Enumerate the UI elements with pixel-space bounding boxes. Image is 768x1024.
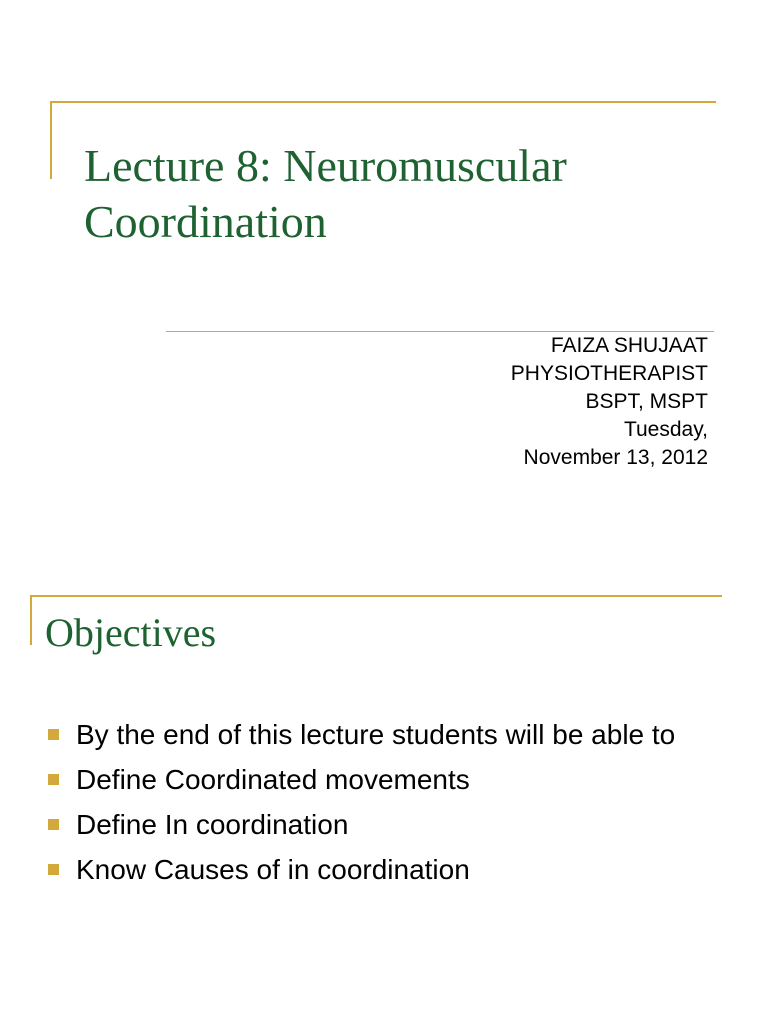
- bullet-text: Know Causes of in coordination: [76, 854, 470, 885]
- slide-2: [0, 576, 768, 1024]
- presenter-day: Tuesday,: [623, 418, 708, 441]
- presenter-role: PHYSIOTHERAPIST: [510, 362, 708, 385]
- bullet-text: Define Coordinated movements: [76, 764, 470, 795]
- presenter-info: [511, 332, 708, 472]
- presenter-date: November 13, 2012: [523, 446, 708, 469]
- bullet-text: By the end of this lecture students will be able to: [76, 719, 676, 750]
- bullet-square-icon: [48, 729, 59, 740]
- list-item: [48, 806, 698, 844]
- objectives-top-rule: [32, 595, 722, 597]
- list-item: [48, 761, 698, 799]
- slide-title: Lecture 8: Neuromuscular Coordination: [84, 140, 567, 247]
- list-item: [48, 716, 698, 754]
- presenter-name: FAIZA SHUJAAT: [550, 334, 708, 357]
- top-rule: [52, 101, 716, 103]
- objectives-list: [48, 716, 698, 896]
- left-rule: [50, 101, 52, 179]
- bullet-text: Define In coordination: [76, 809, 349, 840]
- list-item: [48, 851, 698, 889]
- bullet-square-icon: [48, 864, 59, 875]
- objectives-left-rule: [30, 595, 32, 645]
- objectives-heading: Objectives: [45, 610, 217, 655]
- bullet-square-icon: [48, 774, 59, 785]
- presenter-degrees: BSPT, MSPT: [585, 390, 708, 413]
- bullet-square-icon: [48, 819, 59, 830]
